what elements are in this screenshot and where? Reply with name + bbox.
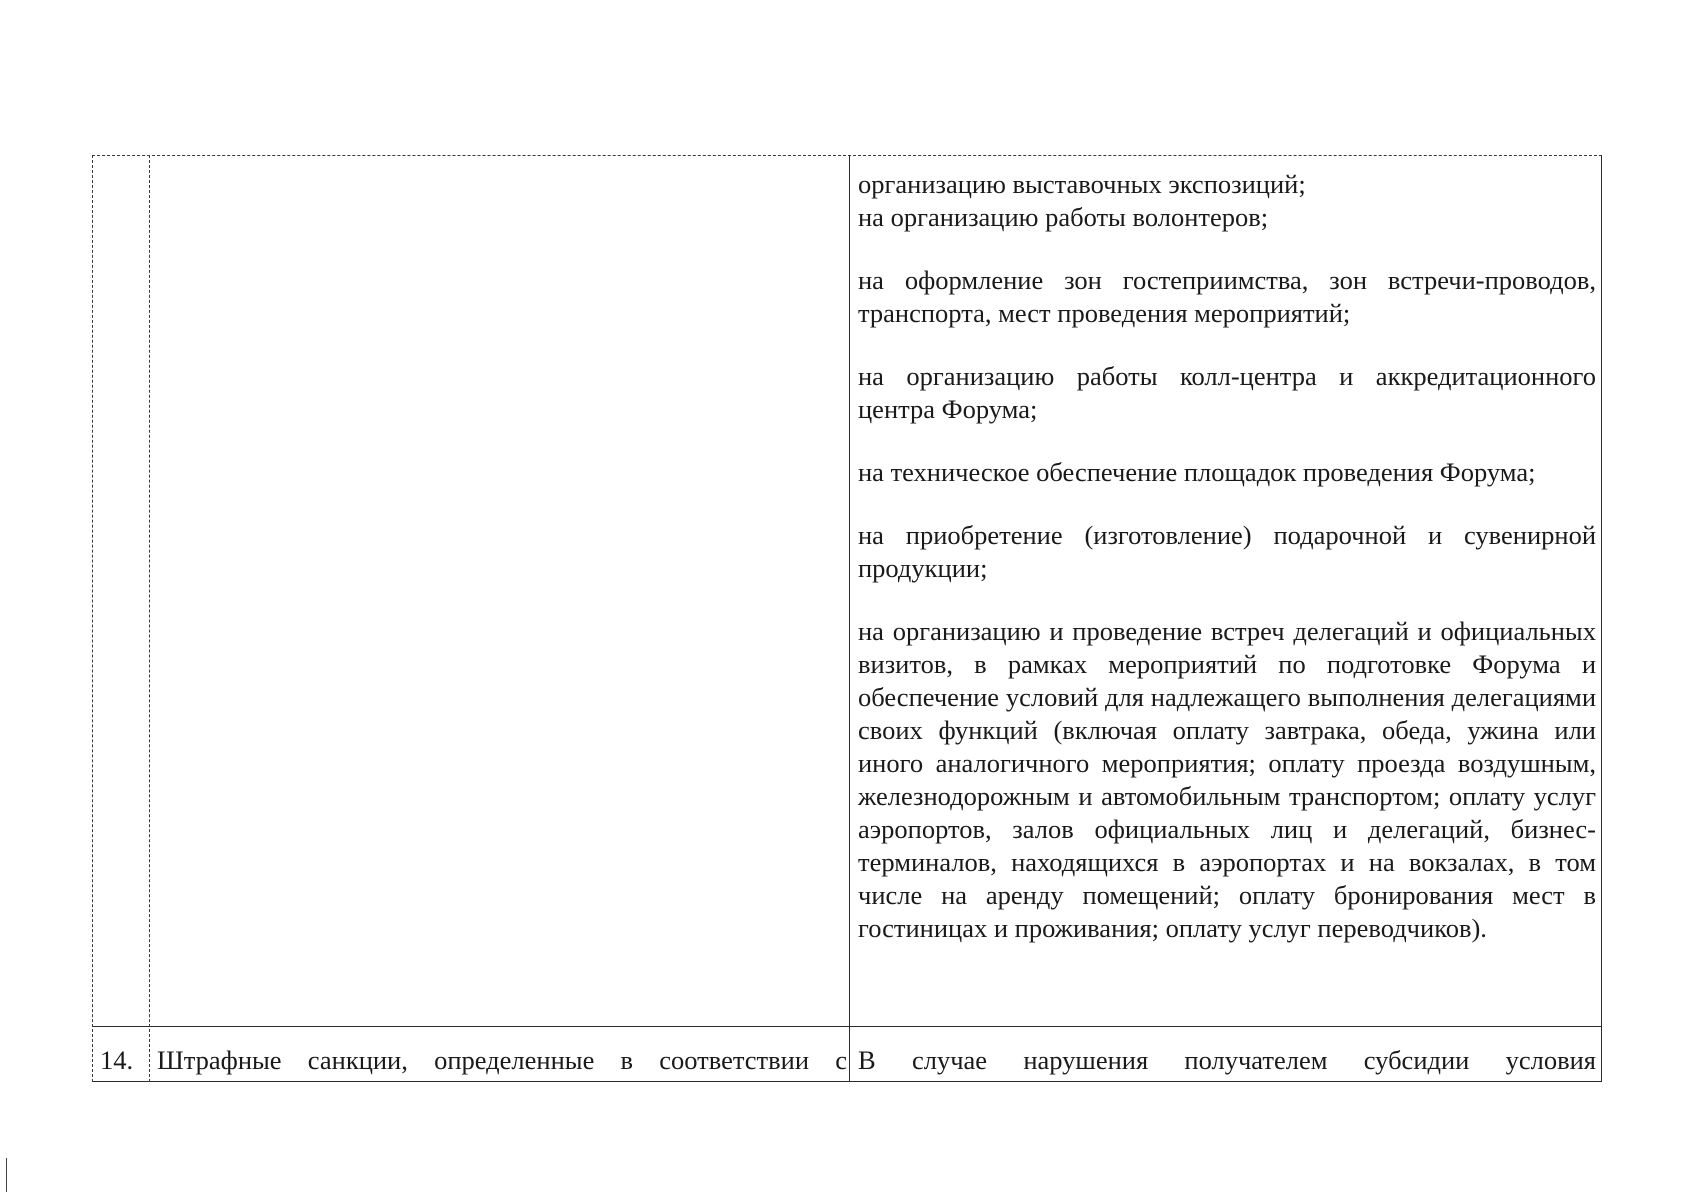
paragraph-delegations: на организацию и проведение встреч делегаций и официальных визитов, в рамках мероприятий по подготовке Форума и обеспечение условий для надлежащего выполнения делегациями своих функций (включая оплату завтрака, обеда, ужина или иного аналогичного мероприятия; оплату проезда воздушным, железнодорожным и автомобильным транспортом; оплату услуг аэропортов, залов официальных лиц и делегаций, бизнес-терминалов, находящихся в аэропортах и на вокзалах, в том числе на аренду помещений; оплату бронирования мест в гостиницах и проживания; оплату услуг переводчиков). xyxy=(858,616,1596,943)
paragraph-call-center: на организацию работы колл-центра и аккредитационного центра Форума; xyxy=(858,361,1596,424)
row-13-right-cell xyxy=(858,168,1596,945)
table-bottom-border xyxy=(92,1081,1602,1082)
row-14-title: Штрафные санкции, определенные в соответствии с xyxy=(157,1045,847,1075)
paragraph-volunteers: на организацию работы волонтеров; xyxy=(858,202,1269,232)
scan-margin-mark xyxy=(6,1158,7,1192)
paragraph-exhibitions: организацию выставочных экспозиций; xyxy=(858,169,1306,199)
row-separator xyxy=(92,1026,1602,1027)
number-column-divider xyxy=(149,155,150,1082)
paragraph-hospitality-zones: на оформление зон гостеприимства, зон встречи-проводов, транспорта, мест проведения мероприятий; xyxy=(858,265,1596,328)
row-14-number: 14. xyxy=(100,1045,134,1075)
table-left-border xyxy=(92,155,93,1082)
row-14-description: В случае нарушения получателем субсидии условия xyxy=(858,1045,1596,1075)
paragraph-technical-support: на техническое обеспечение площадок проведения Форума; xyxy=(858,457,1536,487)
table-top-border xyxy=(92,155,1602,156)
table-right-border xyxy=(1601,155,1602,1082)
paragraph-souvenirs: на приобретение (изготовление) подарочной и сувенирной продукции; xyxy=(858,520,1596,583)
middle-column-divider xyxy=(849,155,850,1082)
